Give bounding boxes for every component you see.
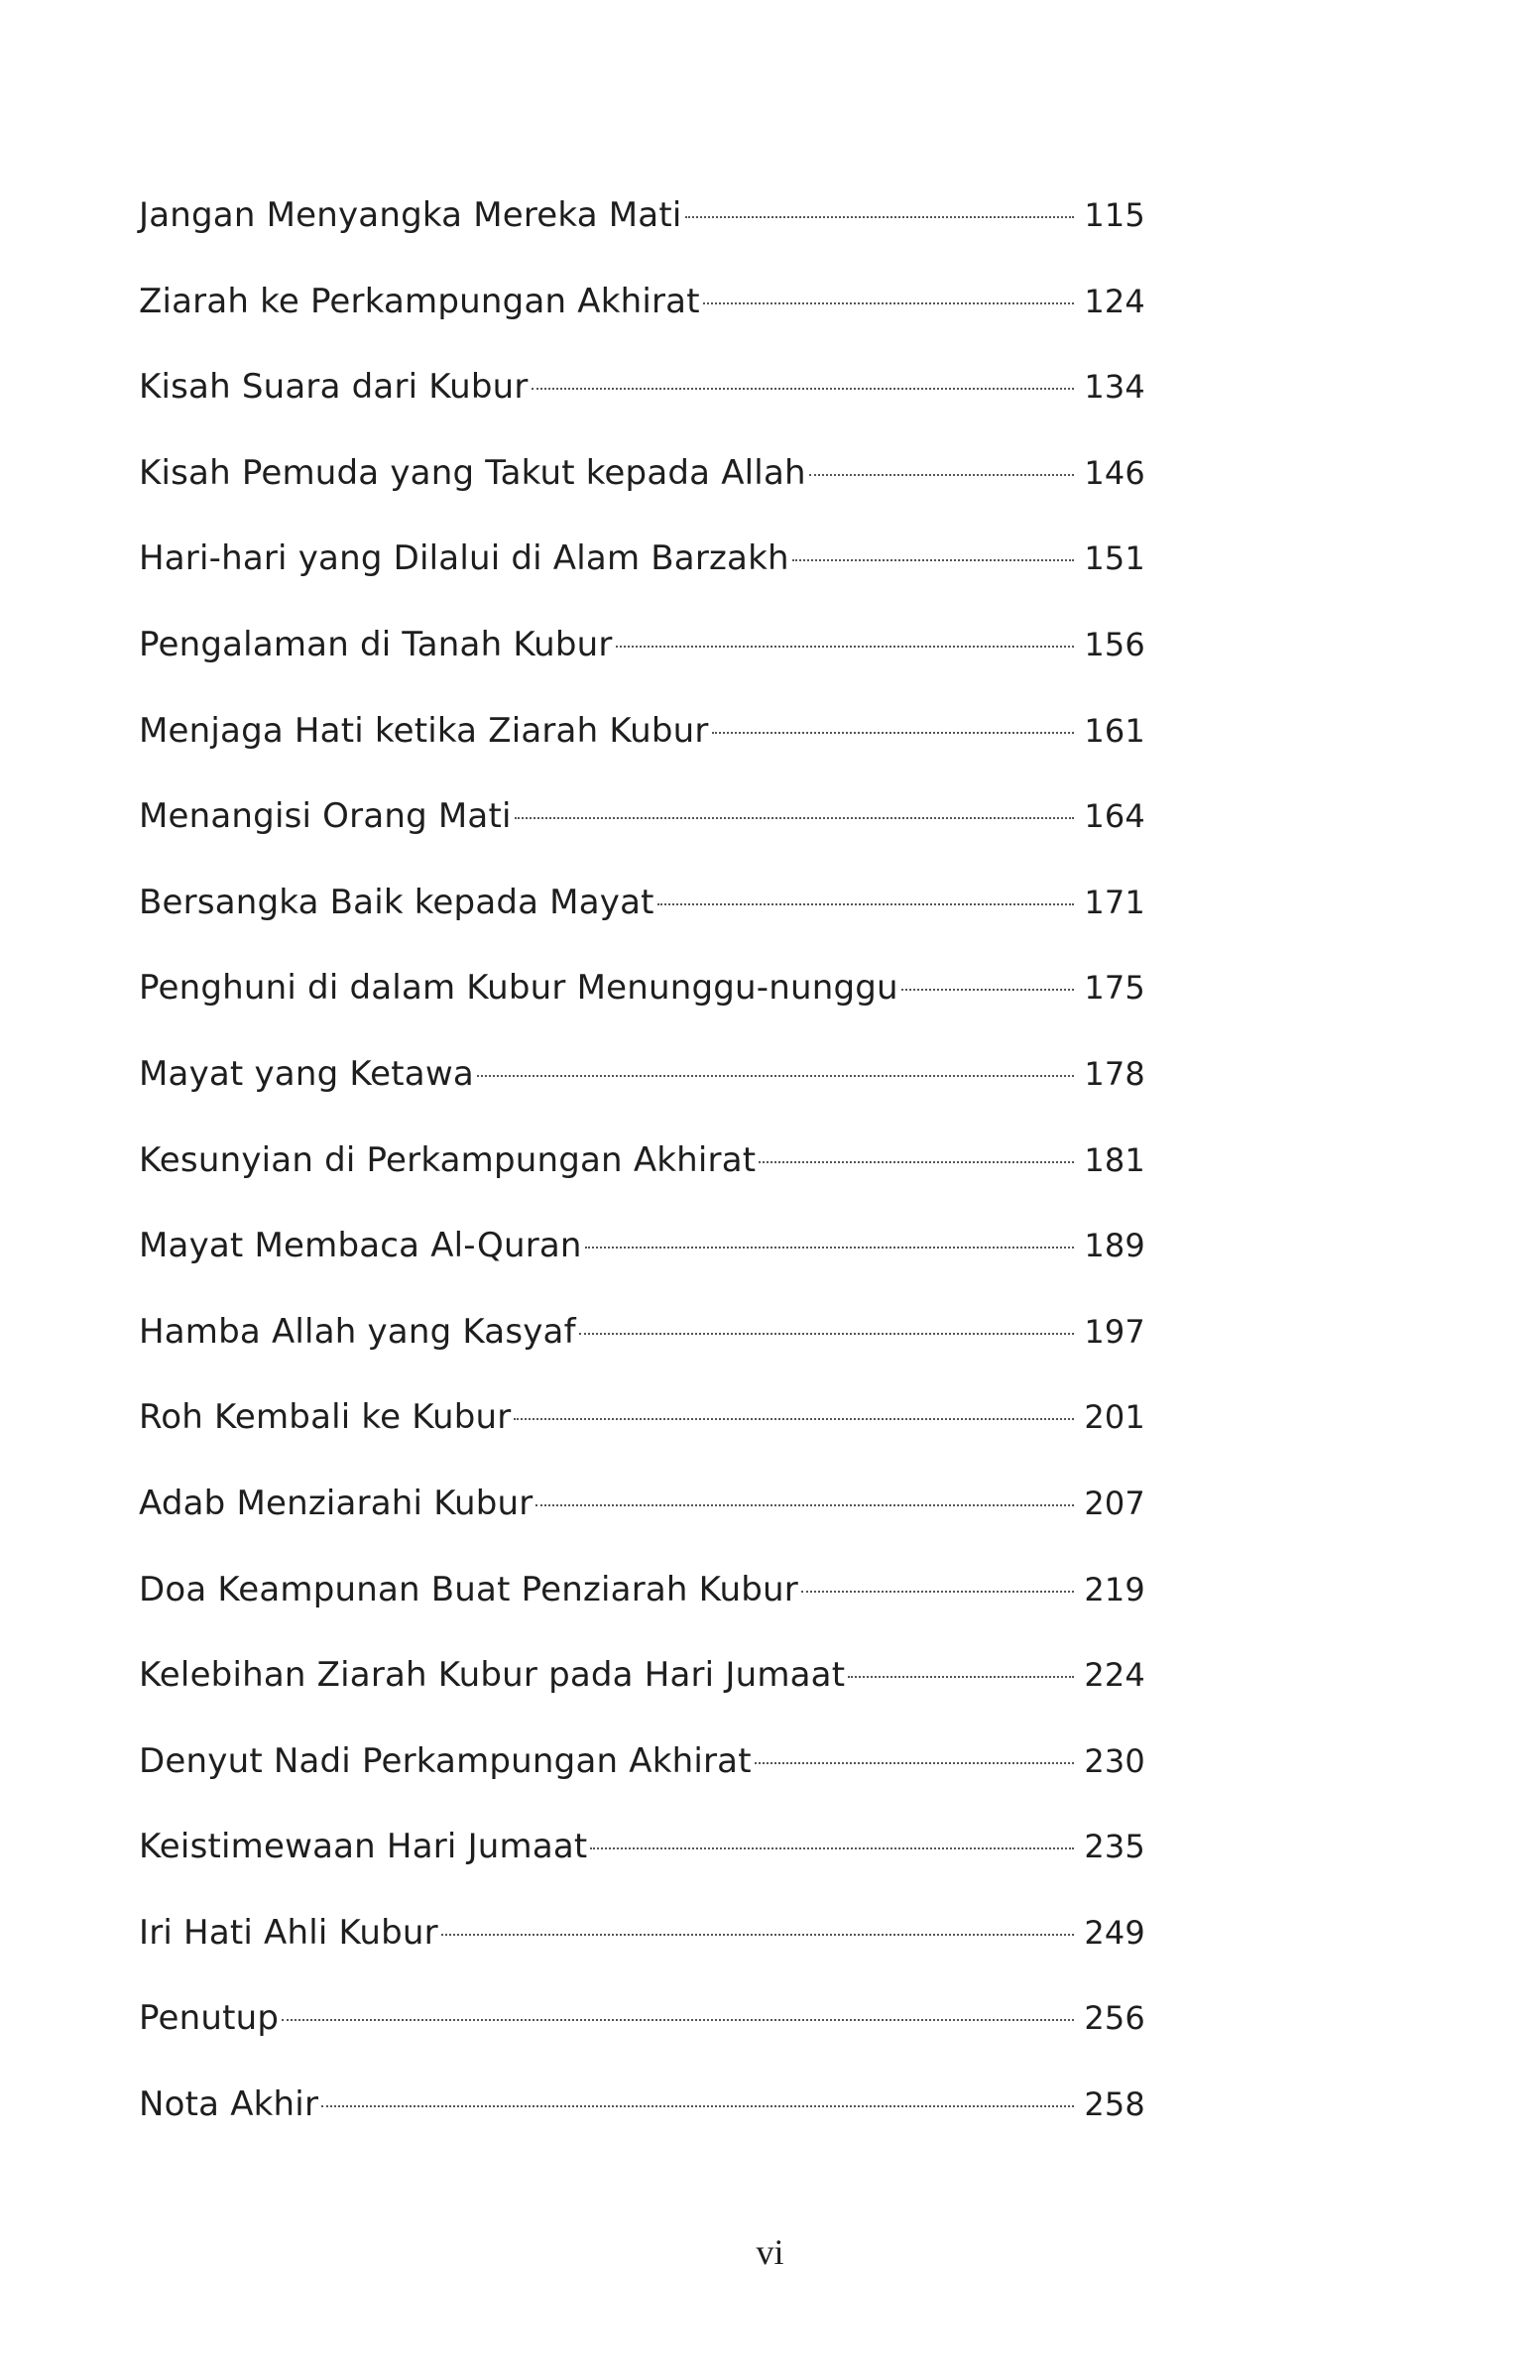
toc-entry xyxy=(139,1388,1145,1475)
dot-leader xyxy=(532,388,1075,390)
toc-entry-page: 124 xyxy=(1084,282,1145,320)
dot-leader xyxy=(801,1591,1074,1593)
toc-entry xyxy=(139,1303,1145,1389)
dot-leader xyxy=(477,1075,1074,1077)
toc-entry xyxy=(139,1989,1145,2076)
toc-entry xyxy=(139,2076,1145,2162)
dot-leader xyxy=(514,1418,1074,1420)
toc-entry-page: 178 xyxy=(1084,1054,1145,1093)
dot-leader xyxy=(712,732,1075,734)
dot-leader xyxy=(585,1247,1075,1249)
dot-leader xyxy=(616,646,1075,648)
table-of-contents xyxy=(139,186,1145,2162)
toc-entry-page: 164 xyxy=(1084,797,1145,836)
toc-entry-page: 181 xyxy=(1084,1140,1145,1179)
dot-leader xyxy=(441,1934,1074,1936)
toc-entry xyxy=(139,1818,1145,1904)
toc-entry xyxy=(139,1561,1145,1647)
toc-entry-title: Ziarah ke Perkampungan Akhirat xyxy=(139,281,700,321)
dot-leader xyxy=(759,1161,1074,1163)
toc-entry xyxy=(139,1045,1145,1131)
dot-leader xyxy=(515,817,1075,819)
toc-entry-page: 171 xyxy=(1084,883,1145,921)
toc-entry-page: 224 xyxy=(1084,1656,1145,1695)
toc-entry xyxy=(139,1646,1145,1732)
toc-entry-title: Iri Hati Ahli Kubur xyxy=(139,1912,438,1953)
toc-entry-page: 201 xyxy=(1084,1398,1145,1437)
dot-leader xyxy=(282,2019,1074,2021)
toc-entry-page: 134 xyxy=(1084,368,1145,407)
dot-leader xyxy=(703,302,1075,304)
dot-leader xyxy=(685,216,1075,218)
toc-entry xyxy=(139,1475,1145,1561)
dot-leader xyxy=(535,1504,1074,1506)
toc-entry-page: 115 xyxy=(1084,196,1145,234)
toc-entry-title: Denyut Nadi Perkampungan Akhirat xyxy=(139,1740,752,1781)
dot-leader xyxy=(590,1847,1074,1849)
toc-entry xyxy=(139,702,1145,788)
dot-leader xyxy=(755,1762,1075,1764)
toc-entry xyxy=(139,959,1145,1045)
toc-entry-title: Mayat yang Ketawa xyxy=(139,1053,474,1094)
toc-entry xyxy=(139,186,1145,273)
toc-entry-title: Bersangka Baik kepada Mayat xyxy=(139,882,654,922)
toc-entry xyxy=(139,787,1145,874)
toc-entry xyxy=(139,1904,1145,1990)
toc-entry-title: Kisah Pemuda yang Takut kepada Allah xyxy=(139,452,806,493)
toc-entry-title: Mayat Membaca Al-Quran xyxy=(139,1226,582,1266)
toc-entry-page: 161 xyxy=(1084,711,1145,750)
toc-entry xyxy=(139,874,1145,960)
toc-entry-title: Kelebihan Ziarah Kubur pada Hari Jumaat xyxy=(139,1655,846,1696)
toc-entry-page: 230 xyxy=(1084,1741,1145,1780)
dot-leader xyxy=(848,1676,1074,1678)
toc-entry-title: Penutup xyxy=(139,1998,280,2039)
toc-entry-page: 175 xyxy=(1084,969,1145,1008)
toc-entry-page: 156 xyxy=(1084,625,1145,663)
dot-leader xyxy=(321,2105,1074,2107)
toc-entry xyxy=(139,530,1145,616)
toc-entry-page: 235 xyxy=(1084,1828,1145,1866)
toc-entry xyxy=(139,1217,1145,1303)
toc-entry xyxy=(139,444,1145,531)
toc-entry-page: 249 xyxy=(1084,1913,1145,1952)
toc-entry-title: Kesunyian di Perkampungan Akhirat xyxy=(139,1139,757,1180)
toc-entry-title: Penghuni di dalam Kubur Menunggu-nunggu xyxy=(139,968,898,1009)
toc-entry-title: Kisah Suara dari Kubur xyxy=(139,367,529,408)
toc-entry xyxy=(139,1732,1145,1819)
dot-leader xyxy=(809,474,1075,476)
toc-entry-title: Doa Keampunan Buat Penziarah Kubur xyxy=(139,1569,798,1609)
toc-entry-page: 189 xyxy=(1084,1227,1145,1265)
toc-entry-title: Nota Akhir xyxy=(139,2084,319,2125)
toc-entry-page: 256 xyxy=(1084,1999,1145,2038)
toc-entry xyxy=(139,273,1145,359)
toc-entry-title: Adab Menziarahi Kubur xyxy=(139,1483,533,1523)
toc-entry-page: 258 xyxy=(1084,2085,1145,2124)
toc-entry-page: 151 xyxy=(1084,539,1145,578)
toc-entry-page: 146 xyxy=(1084,453,1145,492)
page-number: vi xyxy=(756,2232,784,2272)
toc-entry-title: Hari-hari yang Dilalui di Alam Barzakh xyxy=(139,538,789,579)
dot-leader xyxy=(579,1333,1075,1335)
dot-leader xyxy=(901,989,1075,991)
toc-entry-title: Jangan Menyangka Mereka Mati xyxy=(139,195,682,235)
toc-entry xyxy=(139,616,1145,702)
toc-entry-title: Pengalaman di Tanah Kubur xyxy=(139,624,613,664)
toc-entry-title: Keistimewaan Hari Jumaat xyxy=(139,1827,588,1867)
toc-entry-title: Hamba Allah yang Kasyaf xyxy=(139,1311,576,1352)
toc-entry-page: 219 xyxy=(1084,1570,1145,1608)
toc-entry-page: 207 xyxy=(1084,1484,1145,1522)
toc-entry xyxy=(139,1131,1145,1218)
dot-leader xyxy=(792,559,1075,561)
toc-entry xyxy=(139,358,1145,444)
toc-entry-page: 197 xyxy=(1084,1312,1145,1351)
toc-entry-title: Menangisi Orang Mati xyxy=(139,796,512,837)
dot-leader xyxy=(657,903,1075,905)
toc-entry-title: Menjaga Hati ketika Ziarah Kubur xyxy=(139,710,709,751)
toc-entry-title: Roh Kembali ke Kubur xyxy=(139,1397,512,1438)
